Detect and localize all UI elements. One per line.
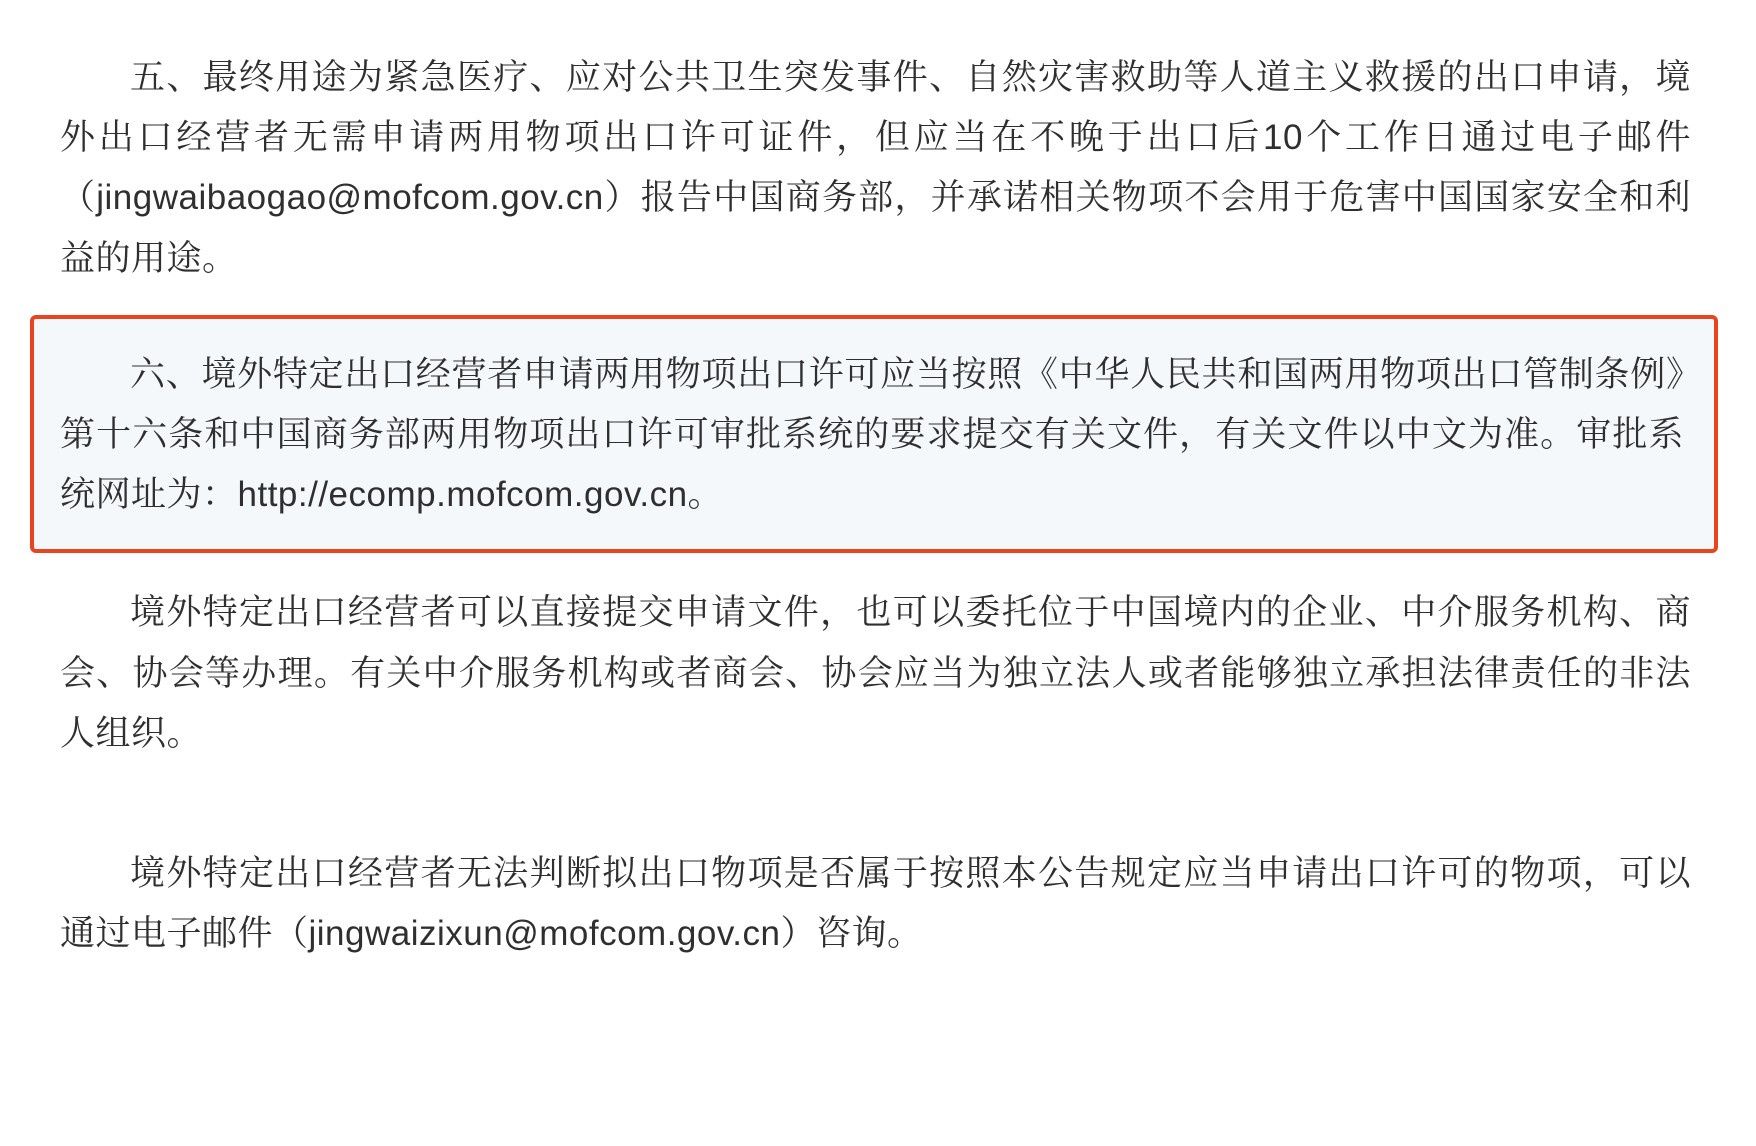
highlighted-paragraph-box	[30, 315, 1718, 554]
paragraph-consultation: 境外特定出口经营者无法判断拟出口物项是否属于按照本公告规定应当申请出口许可的物项，可以通过电子邮件（jingwaizixun@mofcom.gov.cn）咨询。	[60, 853, 1691, 954]
paragraph-item-five: 五、最终用途为紧急医疗、应对公共卫生突发事件、自然灾害救助等人道主义救援的出口申请，境外出口经营者无需申请两用物项出口许可证件，但应当在不晚于出口后10个工作日通过电子邮件（jingwaibaogao@mofcom.gov.cn）报告中国商务部，并承诺相关物项不会用于危害中国国家安全和利益的用途。	[60, 58, 1691, 278]
paragraph-item-six: 六、境外特定出口经营者申请两用物项出口许可应当按照《中华人民共和国两用物项出口管制条例》第十六条和中国商务部两用物项出口许可审批系统的要求提交有关文件，有关文件以中文为准。审批系统网址为：http://ecomp.mofcom.gov.cn。	[60, 354, 1684, 515]
top-spacer	[30, 30, 1726, 48]
paragraph-agent-submission: 境外特定出口经营者可以直接提交申请文件，也可以委托位于中国境内的企业、中介服务机构、商会、协会等办理。有关中介服务机构或者商会、协会应当为独立法人或者能够独立承担法律责任的非法人组织。	[60, 593, 1691, 753]
paragraph-gap	[30, 794, 1726, 844]
